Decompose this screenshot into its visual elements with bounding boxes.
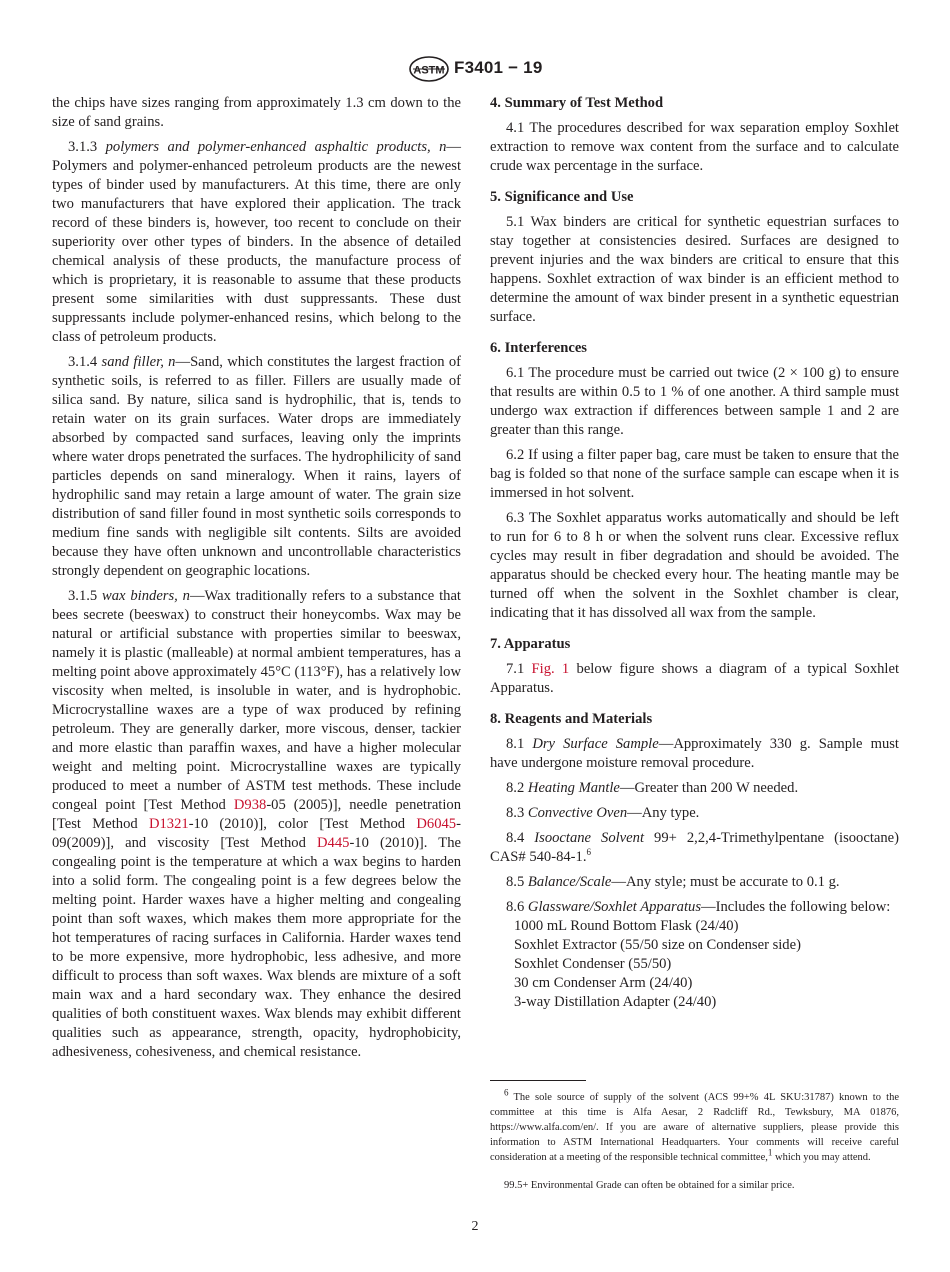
astm-logo-icon [409, 56, 449, 82]
section-4-heading: 4. Summary of Test Method [490, 95, 664, 111]
term-sand-filler: sand filler, n [101, 354, 176, 370]
paragraph-4-1: 4.1 The procedures described for wax separation employ Soxhlet extraction to remove wax content from the surface and to calculate crude wax percentage in the surface. [490, 120, 899, 174]
paragraph-3-1-5: 3.1.5 wax binders, n—Wax traditionally refers to a substance that bees secrete (beeswax) to construct their honeycombs. Wax may be natural or artificial substance with properties similar to beeswax, namely it is plastic (malleable) at normal ambient temperatures, has a melting point above approximately 45°C (113°F), has a relatively low viscosity when melted, is insoluble in water, and is hydrophobic. Microcrystalline waxes are a type of wax produced by refining petroleum. They are generally darker, more viscous, denser, tackier and more elastic than paraffin waxes, and have a higher molecular weight and melting point. Microcrystalline waxes are typically produced to meet a number of ASTM test methods. These include congeal point [Test Method D938-05 (2005)], needle penetration [Test Method D1321-10 (2010)], color [Test Method D6045-09(2009)], and viscosity [Test Method D445-10 (2010)]. The congealing point is the temperature at which a wax begins to harden into a solid form. The congealing point is a few degrees below the melting point. Harder waxes have a higher melting and congealing point than soft waxes, which makes them more appropriate for the hot temperatures of racing surfaces in California. Harder waxes tend to be more expensive, more hydrophobic, less adhesive, and more difficult to process than soft waxes. Wax blends are mixture of a soft main wax and a hard secondary wax. They enhance the desired qualities of both constituent waxes. Wax blends may exhibit different qualities such as appearance, strength, opacity, hydrophobicity, adhesiveness, cohesiveness, and chemical resistance. [52, 588, 461, 1060]
footnote-extra: 99.5+ Environmental Grade can often be obtained for a similar price. [504, 1180, 795, 1191]
list-item: Soxhlet Extractor (55/50 size on Condenser side) [514, 937, 801, 953]
link-d1321[interactable]: D1321 [148, 816, 189, 832]
left-column [52, 94, 461, 1068]
paragraph-8-5: 8.5 Balance/Scale—Any style; must be accurate to 0.1 g. [506, 874, 840, 890]
footnote-6: $^6$ The sole source of supply of the solvent (ACS 99+% 4L SKU:31787) known to the committee at this time is Alfa Aesar, 2 Radcliff Rd., Tewksbury, MA 01876, https://www.alfa.com/en/. If you are aware of alternative suppliers, please provide this information to ASTM International Headquarters. Your comments will receive careful consideration at a meeting of the responsible technical committee,$^1$ which you may attend. [490, 1087, 899, 1163]
paragraph-3-1-3: 3.1.3 polymers and polymer-enhanced asphaltic products, n—Polymers and polymer-enhanced petroleum products are the newest types of binder used by manufacturers. At this time, there are only two manufacturers that have explored their application. The track record of these binders is, however, too recent to conclude on their superiority over other types of binders. In the absence of detailed chemical analysis of these products, the manufacture process of which is proprietary, it is reasonable to assume that these products present some similarities with dust suppressants. These dust suppressants include polymer-enhanced resins, which belong to the class of petroleum products. [52, 139, 461, 345]
paragraph-8-3: 8.3 Convective Oven—Any type. [506, 805, 700, 821]
page-number: 2 [471, 1219, 479, 1234]
paragraph-5-1: 5.1 Wax binders are critical for synthetic equestrian surfaces to stay together at consistencies desired. Surfaces are designed to prevent injuries and the wax binders are critical to ensure that this happens. Soxhlet extraction of wax binder is an efficient method to determine the amount of wax binder present in a synthetic equestrian surface. [490, 214, 899, 325]
continued-paragraph: the chips have sizes ranging from approximately 1.3 cm down to the size of sand grains. [52, 95, 461, 130]
paragraph-3-1-4: 3.1.4 sand filler, n—Sand, which constitutes the largest fraction of synthetic soils, is referred to as filler. Fillers are usually made of silica sand. By nature, silica sand is hydrophilic, that is, tends to retain water on its grain surfaces. Water drops are immediately absorbed by compacted sand surfaces, leaving only the imprints where water drops penetrated the surfaces. The hydrophilicity of sand particles depends on sand mineralogy. When it rains, layers of hydrophilic sand may retain a large amount of water. The grain size distribution of sand filler found in most synthetic soils corresponds to medium fine sands with negligible silt contents. Silts are avoided because they have often unknown and uncontrollable characteristics strongly dependent on geographic locations. [52, 354, 461, 579]
footnote-ref-6[interactable]: 6 [586, 847, 591, 858]
paragraph-8-6: 8.6 Glassware/Soxhlet Apparatus—Includes the following below: [506, 899, 891, 915]
footnote-ref-1[interactable]: 1 [767, 1147, 773, 1158]
document-designation: F3401 − 19 [454, 58, 543, 77]
svg-text:ASTM: ASTM [413, 64, 445, 77]
link-fig-1[interactable]: Fig. 1 [531, 661, 570, 677]
link-d445[interactable]: D445 [317, 835, 350, 851]
section-6-heading: 6. Interferences [490, 340, 587, 356]
section-8-heading: 8. Reagents and Materials [490, 711, 653, 727]
term-polymers: polymers and polymer-enhanced asphaltic products, n [105, 139, 447, 155]
section-5-heading: 5. Significance and Use [490, 189, 634, 205]
list-item: Soxhlet Condenser (55/50) [514, 956, 672, 972]
footnote-divider [490, 1080, 586, 1081]
list-item: 30 cm Condenser Arm (24/40) [514, 975, 693, 991]
glassware-list [490, 917, 899, 1012]
right-column [490, 94, 899, 1012]
paragraph-6-3: 6.3 The Soxhlet apparatus works automatically and should be left to run for 6 to 8 h or when the solvent runs clear. Excessive reflux cycles may result in fiber degradation and should be avoided. The apparatus should be checked every hour. The heating mantle may be turned off when the solvent in the Soxhlet chamber is clear, indicating that it has dissolved all wax from the sample. [490, 510, 899, 621]
page-header [0, 56, 950, 82]
term-wax-binders: wax binders, n [102, 588, 190, 604]
section-7-heading: 7. Apparatus [490, 636, 571, 652]
link-d938[interactable]: D938 [233, 797, 267, 813]
paragraph-8-4: 8.4 Isooctane Solvent 99+ 2,2,4-Trimethylpentane (isooctane) CAS# 540-84-1.$^6$ [490, 830, 899, 865]
paragraph-8-2: 8.2 Heating Mantle—Greater than 200 W needed. [506, 780, 799, 796]
paragraph-7-1: 7.1 Fig. 1 below figure shows a diagram of a typical Soxhlet Apparatus. [490, 661, 899, 696]
link-d6045[interactable]: D6045 [416, 816, 457, 832]
paragraph-8-1: 8.1 Dry Surface Sample—Approximately 330 g. Sample must have undergone moisture removal procedure. [490, 736, 899, 771]
list-item: 1000 mL Round Bottom Flask (24/40) [514, 918, 739, 934]
list-item: 3-way Distillation Adapter (24/40) [514, 994, 717, 1010]
paragraph-6-1: 6.1 The procedure must be carried out twice (2 × 100 g) to ensure that results are within 0.5 to 1 % of one another. A third sample must undergo wax extraction if differences between sample 1 and 2 are greater than this range. [490, 365, 899, 438]
paragraph-6-2: 6.2 If using a filter paper bag, care must be taken to ensure that the bag is folded so that none of the surface sample can escape when it is immersed in hot solvent. [490, 447, 899, 501]
